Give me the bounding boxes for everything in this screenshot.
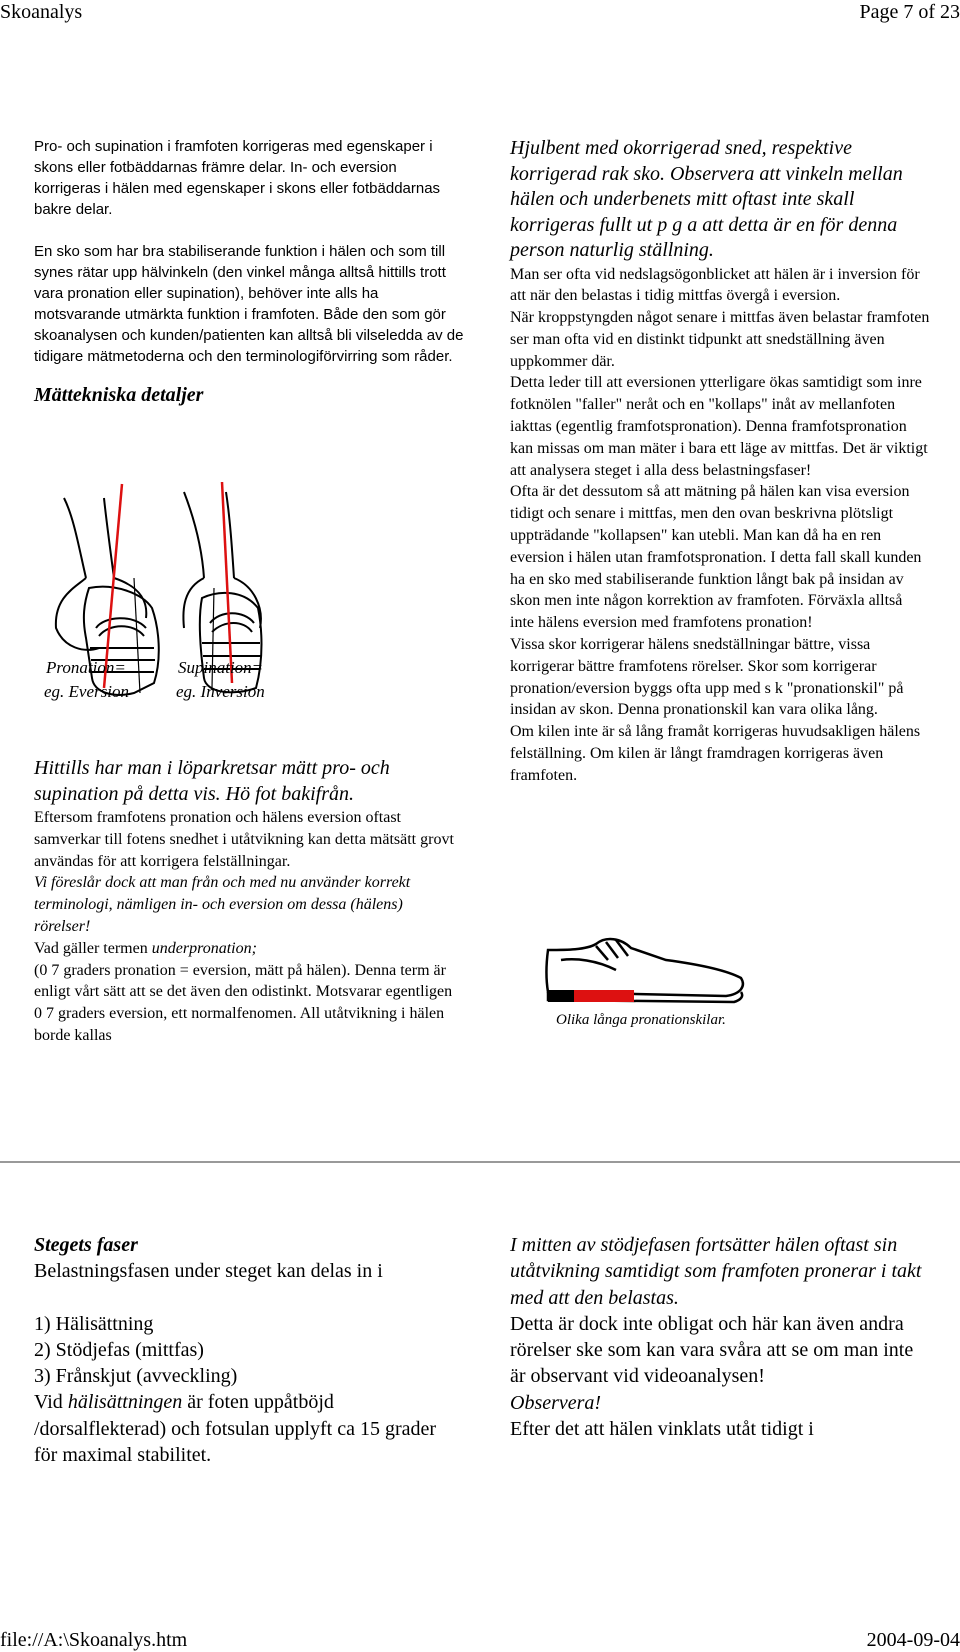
heel-strike-rest: är foten uppåtböjd /dorsalflekterad) och fotsulan upplyft ca 15 grader för maximal stabilitet. [34,1391,437,1467]
paragraph-midstance: I mitten av stödjefasen fortsätter hälen oftast sin utåtvikning samtidigt som framfoten pronerar i takt med att den belastas. [510,1234,922,1309]
right-column-top [510,136,930,787]
pronation-label: Pronation= [46,658,126,677]
paragraph-terminology-proposal: Vi föreslår dock att man från och med nu använder korrekt terminologi, nämligen in- och eversion om dessa (hälens) rörelser! [34,874,411,935]
eversion-label: eg. Eversion [44,682,129,701]
heel-angle-figure [34,478,294,740]
phase-item-2: 2) Stödjefas (mittfas) [34,1338,204,1361]
phase-item-3: 3) Frånskjut (avveckling) [34,1365,238,1388]
paragraph-not-obligate: Detta är dock inte obligat och här kan även andra rörelser ske som kan vara svåra att se om man inte är observant vid videoanalysen! [510,1312,914,1388]
paragraph-after-heel: Efter det att hälen vinklats utåt tidigt i [510,1418,814,1441]
print-date: 2004-09-04 [866,1629,960,1651]
left-column-lower [34,756,454,1047]
right-column-bottom [510,1232,930,1442]
paragraph-bowlegged-intro: Hjulbent med okorrigerad sned, respektive korrigerad rak sko. Observera att vinkeln mellan hälen och underbenets mitt oftast inte skall korrigeras fullt ut p g a att detta är en för denna person naturlig ställning. [510,137,903,261]
paragraph-collapse: Detta leder till att eversionen ytterligare ökas samtidigt som inre fotknölen "faller" neråt och en "kollaps" inåt av mellanfoten iakttas (egentlig framfotspronation). Denna framfotspronation kan missas om man mäter i bara ett läge av mittfas. Det är viktigt att analysera steget i alla dess belastningsfaser! [510,374,928,479]
paragraph-underpronation [34,938,454,960]
page-footer [0,1628,960,1652]
page-divider [0,1161,960,1163]
page-number: Page 7 of 23 [859,1,960,23]
paragraph-heel-inversion: Man ser ofta vid nedslagsögonblicket att hälen är i inversion för att när den belastas i tidig mittfas övergå i eversion. [510,265,920,305]
short-wedge-black [548,990,574,1002]
paragraph-eversion-normal: (0 7 graders pronation = eversion, mätt på hälen). Denna term är enligt vårt sätt att se det även den odistinkt. Motsvarar egentligen 0 7 graders eversion, ett normalfenomen. All utåtvikning i hälen borde kallas [34,961,453,1044]
paragraph-forefoot-pronation: Eftersom framfotens pronation och hälens eversion oftast samverkar till fotens snedhet i utåtvikning kan detta mätsätt grovt användas för att korrigera felställningar. [34,809,454,870]
left-column-top [34,136,464,406]
paragraph-pronation-intro: Pro- och supination i framfoten korrigeras med egenskaper i skons eller fotbäddarnas främre delar. In- och eversion korrigeras i hälen med egenskaper i skons eller fotbäddarnas bakre delar. [34,138,441,218]
shoe-wedge-figure [536,930,756,1030]
paragraph-pure-eversion: Ofta är det dessutom så att mätning på hälen kan visa eversion tidigt och senare i mittfas, men den ovan beskrivna plötsligt uppträdande "kollapsen" kan utebli. Man kan då ha en ren eversion i hälen utan framfotspronation. I detta fall skall kunden ha en sko med stabiliserande funktion långt bak på insidan av skon men inte någon korrektion av framfoten. Förväxla alltså inte hälens eversion med framfotens pronation! [510,483,922,632]
figure-caption: Hittills har man i löparkretsar mätt pro- och supination på detta vis. Hö fot bakifrån. [34,757,390,805]
underpronation-term: underpronation; [151,939,257,957]
section-heading-measurement: Mättekniska detaljer [34,384,204,406]
inversion-label: eg. Inversion [176,682,265,701]
heel-strike-lead: Vid [34,1391,68,1414]
heel-strike-term: hälisättningen [67,1391,183,1414]
paragraph-stabilizing-shoe: En sko som har bra stabiliserande funktion i hälen och som till synes rätar upp hälvinkeln (den vinkel många alltså hittills trott vara pronation eller supination), behöver inte alls ha motsvarande utmärkta funktion i framfoten. Både den som gör skoanalysen och kunden/patienten kan alltså bli vilseledda av de tidigare mätmetoderna och den terminologiförvirring som råder. [34,243,464,365]
document-title: Skoanalys [0,1,83,23]
observe-note: Observera! [510,1391,602,1414]
phase-item-1: 1) Hälisättning [34,1312,154,1335]
long-wedge-red [574,990,634,1002]
underpronation-lead: Vad gäller termen [34,939,152,957]
section-heading-step-phases: Stegets faser [34,1234,138,1256]
page-header [0,0,960,24]
left-column-bottom [34,1232,464,1468]
supination-red-axis-line [222,482,232,683]
paragraph-wedge-length: Om kilen inte är så lång framåt korrigeras huvudsakligen hälens felställning. Om kilen är långt framdragen korrigeras även framfoten. [510,723,921,784]
file-path: file://A:\Skoanalys.htm [0,1629,188,1651]
supination-label: Supination= [178,658,264,677]
paragraph-heel-strike [34,1389,464,1468]
paragraph-forefoot-load: När kroppstyngden något senare i mittfas även belastar framfoten ser man ofta vid en distinkt tidpunkt att snedställning även uppkommer där. [510,309,930,370]
step-phases-intro: Belastningsfasen under steget kan delas in i [34,1260,383,1283]
paragraph-pronation-wedge: Vissa skor korrigerar hälens snedställningar bättre, vissa korrigerar bättre framfotens rörelser. Skor som korrigerar pronation/eversion byggs ofta upp med s k "pronationskil" på insidan av skon. Denna pronationskil kan vara olika lång. [510,636,904,719]
shoe-caption: Olika långa pronationskilar. [556,1012,726,1028]
